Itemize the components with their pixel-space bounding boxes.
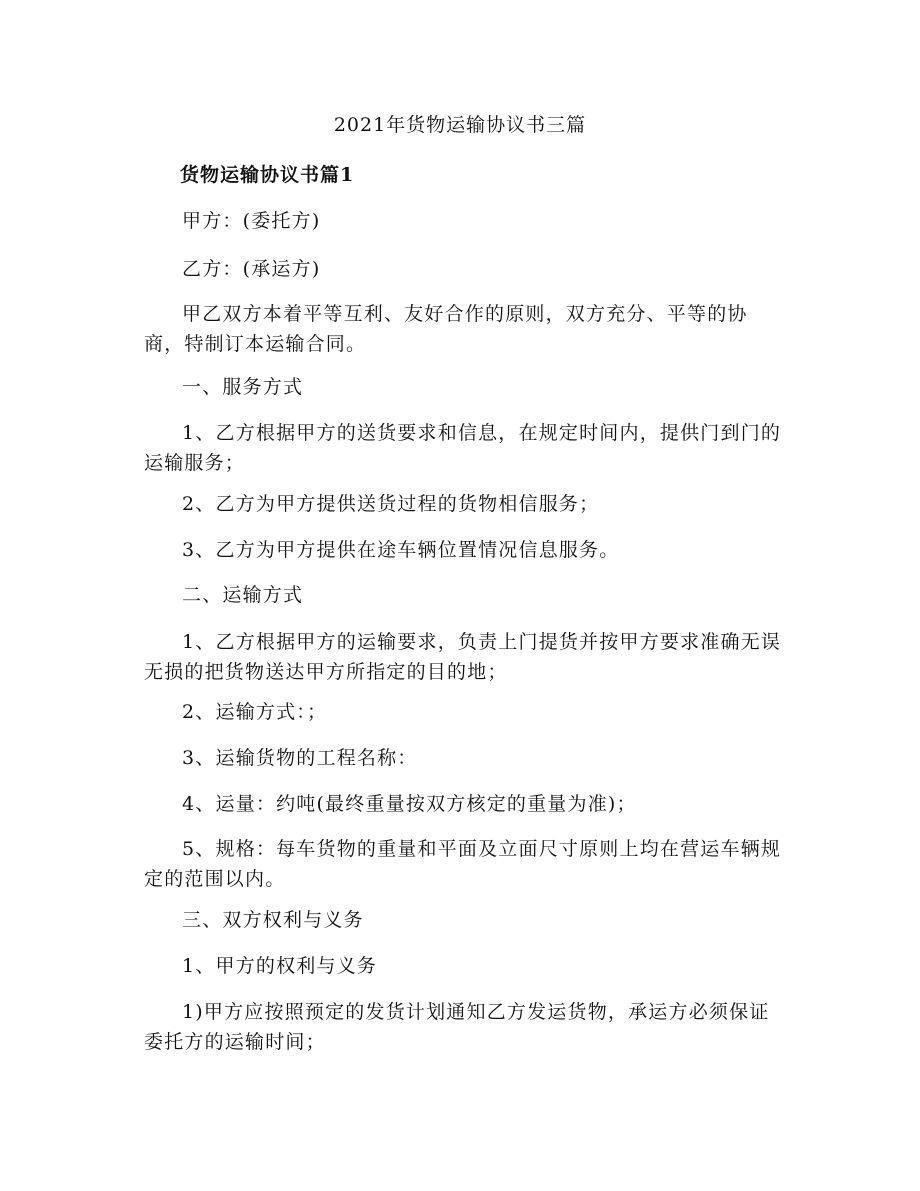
document-title: 2021年货物运输协议书三篇 (333, 114, 587, 136)
paragraph-transport-1: 1、乙方根据甲方的运输要求，负责上门提货并按甲方要求准确无误无损的把货物送达甲方所指定的目的地； (144, 631, 782, 683)
paragraph-party-a-rights-1: 1)甲方应按照预定的发货计划通知乙方发运货物，承运方必须保证委托方的运输时间； (144, 1001, 770, 1053)
paragraph-party-a-rights: 1、甲方的权利与义务 (182, 955, 378, 977)
paragraph-party-b: 乙方：(承运方) (182, 258, 321, 280)
paragraph-transport-2: 2、运输方式：； (182, 701, 328, 723)
paragraph-transport-3: 3、运输货物的工程名称： (182, 747, 418, 769)
paragraph-transport-4: 4、运量：约吨(最终重量按双方核定的重量为准)； (182, 793, 637, 815)
paragraph-preamble: 甲乙双方本着平等互利、友好合作的原则，双方充分、平等的协商，特制订本运输合同。 (144, 303, 748, 355)
heading-transport-mode: 二、运输方式 (182, 584, 304, 606)
paragraph-service-3: 3、乙方为甲方提供在途车辆位置情况信息服务。 (182, 539, 620, 561)
heading-service-mode: 一、服务方式 (182, 376, 304, 398)
paragraph-party-a: 甲方：(委托方) (182, 210, 321, 232)
paragraph-service-2: 2、乙方为甲方提供送货过程的货物相信服务； (182, 493, 600, 515)
paragraph-transport-5: 5、规格：每车货物的重量和平面及立面尺寸原则上均在营运车辆规定的范围以内。 (144, 838, 782, 890)
section-title: 货物运输协议书篇1 (180, 164, 355, 186)
heading-rights-obligations: 三、双方权利与义务 (182, 909, 364, 931)
paragraph-service-1: 1、乙方根据甲方的送货要求和信息，在规定时间内，提供门到门的运输服务； (144, 422, 782, 474)
